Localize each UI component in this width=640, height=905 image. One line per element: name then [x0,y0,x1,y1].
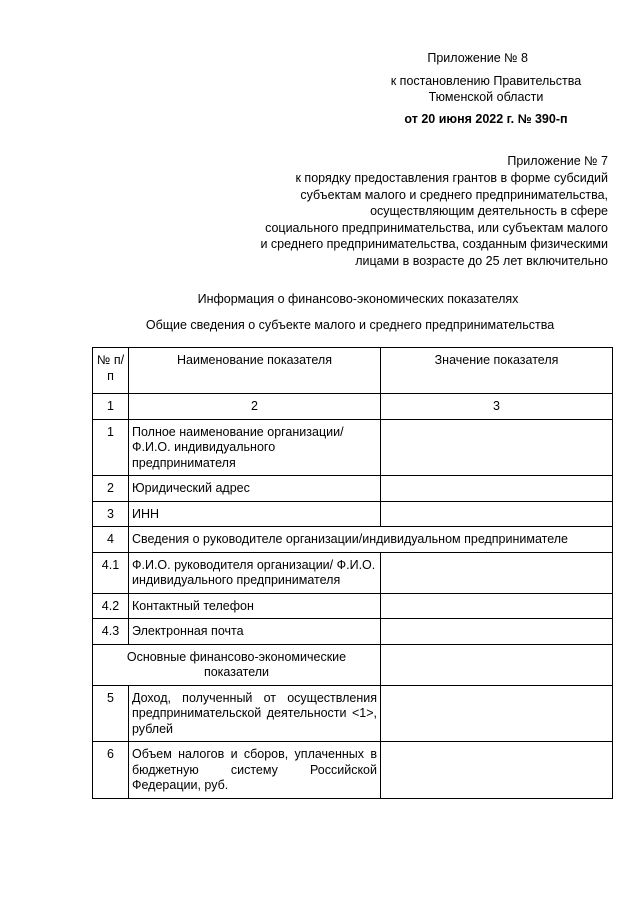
row-value[interactable] [381,685,613,742]
table-index-row [93,394,613,420]
table-row [93,552,613,593]
row-name: Ф.И.О. руководителя организации/ Ф.И.О. индивидуального предпринимателя [129,552,381,593]
appendix-7-line: лицами в возрасте до 25 лет включительно [355,253,608,268]
row-num: 2 [93,476,129,502]
row-value[interactable] [381,476,613,502]
row-num: 1 [93,419,129,476]
table-section-row [93,644,613,685]
appendix-8-subtitle-line: к постановлению Правительства [390,74,582,88]
appendix-7-text [260,170,608,269]
appendix-7-title: Приложение № 7 [507,154,608,168]
index-cell: 1 [93,394,129,420]
row-name: Объем налогов и сборов, уплаченных в бюджетную систему Российской Федерации, руб. [129,742,381,799]
table-header-row [93,348,613,394]
row-name: Электронная почта [129,619,381,645]
row-value[interactable] [381,619,613,645]
row-value[interactable] [381,593,613,619]
general-title: Общие сведения о субъекте малого и среднего предпринимательства [145,318,555,332]
row-num: 4.2 [93,593,129,619]
row-value[interactable] [381,501,613,527]
appendix-8-date: от 20 июня 2022 г. № 390-п [404,112,568,126]
row-num: 3 [93,501,129,527]
appendix-8-title: Приложение № 8 [427,51,528,65]
header-num: № п/п [93,348,129,394]
section-title: Основные финансово-экономические показатели [93,644,381,685]
row-num: 4.3 [93,619,129,645]
row-name: Доход, полученный от осуществления предпринимательской деятельности <1>, рублей [129,685,381,742]
table-row [93,593,613,619]
appendix-7-line: социального предпринимательства, или субъектам малого [265,220,608,235]
table-row [93,685,613,742]
row-num: 6 [93,742,129,799]
row-name: Юридический адрес [129,476,381,502]
table-row [93,527,613,553]
table-row [93,742,613,799]
info-title: Информация о финансово-экономических показателях [197,292,519,306]
table-row [93,619,613,645]
table-row [93,476,613,502]
indicators-table [92,347,613,799]
appendix-7-line: и среднего предпринимательства, созданным физическими [260,237,608,251]
table-row [93,501,613,527]
table-row [93,419,613,476]
row-num: 4 [93,527,129,553]
index-cell: 2 [129,394,381,420]
row-num: 5 [93,685,129,742]
appendix-8-subtitle-line: Тюменской области [428,90,544,104]
appendix-7-line: субъектам малого и среднего предпринимательства, [300,187,608,202]
row-name: Сведения о руководителе организации/индивидуальном предпринимателе [129,527,613,553]
appendix-7-line: к порядку предоставления грантов в форме субсидий [295,171,608,185]
row-num: 4.1 [93,552,129,593]
row-value[interactable] [381,742,613,799]
row-name: Полное наименование организации/ Ф.И.О. индивидуального предпринимателя [129,419,381,476]
row-value[interactable] [381,419,613,476]
header-value: Значение показателя [381,348,613,394]
row-name: Контактный телефон [129,593,381,619]
appendix-7-line: осуществляющим деятельность в сфере [370,204,608,218]
row-name: ИНН [129,501,381,527]
row-value[interactable] [381,644,613,685]
row-value[interactable] [381,552,613,593]
appendix-8-subtitle [360,73,612,105]
header-name: Наименование показателя [129,348,381,394]
index-cell: 3 [381,394,613,420]
